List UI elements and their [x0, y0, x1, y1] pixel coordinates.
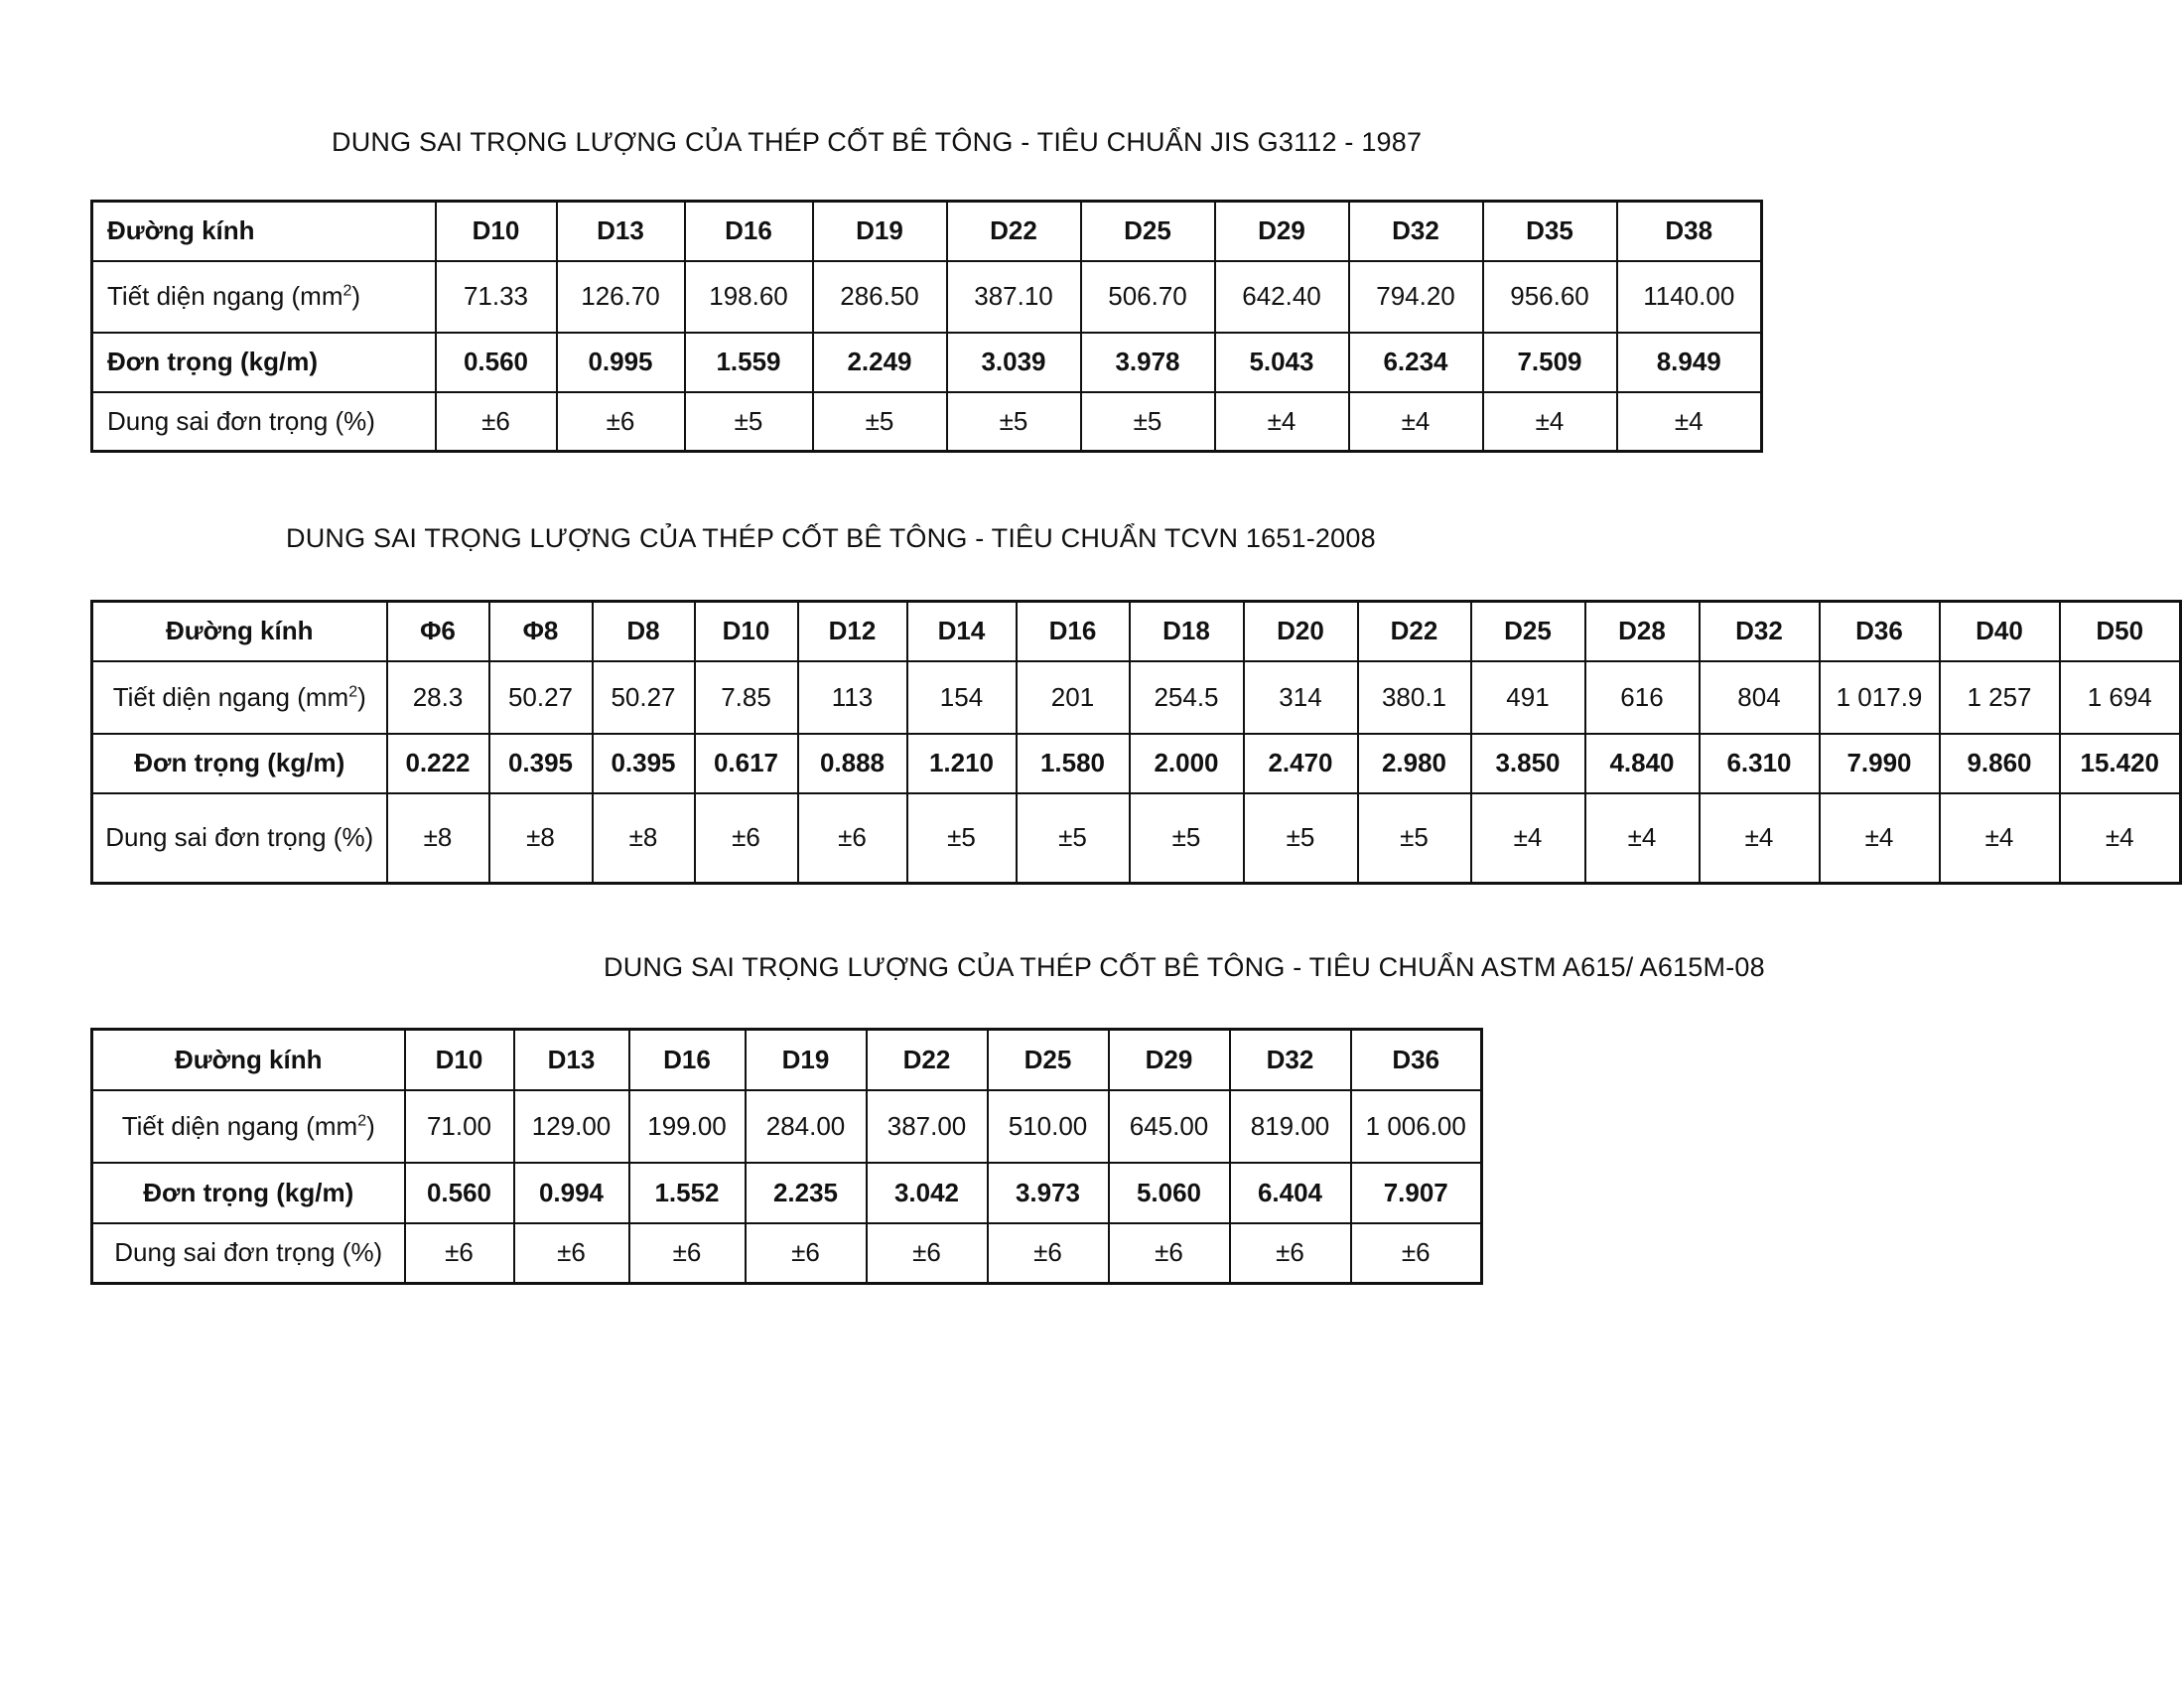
area-label-superscript: 2: [348, 682, 358, 700]
area-label-text: Tiết diện ngang (mm: [112, 681, 349, 712]
column-header: D25: [1081, 202, 1215, 261]
area-cell: 956.60: [1483, 261, 1617, 333]
tolerance-cell: ±8: [593, 793, 695, 884]
area-label-superscript: 2: [357, 1111, 367, 1129]
column-header: D22: [947, 202, 1081, 261]
tolerance-cell: ±4: [1940, 793, 2060, 884]
weight-cell: 3.973: [988, 1163, 1109, 1223]
tolerance-cell: ±8: [387, 793, 489, 884]
tolerance-cell: ±6: [405, 1223, 514, 1284]
area-cell: 1140.00: [1617, 261, 1762, 333]
weight-cell: 2.000: [1130, 734, 1244, 793]
area-cell: 804: [1700, 661, 1820, 734]
area-label-text: Tiết diện ngang (mm: [121, 1110, 358, 1141]
column-header: D14: [907, 602, 1017, 661]
area-cell: 819.00: [1230, 1090, 1351, 1163]
weight-cell: 1.552: [629, 1163, 746, 1223]
tolerance-cell: ±4: [1483, 392, 1617, 452]
column-header: D35: [1483, 202, 1617, 261]
column-header: D19: [813, 202, 947, 261]
area-cell: 1 006.00: [1351, 1090, 1482, 1163]
tolerance-cell: ±6: [746, 1223, 867, 1284]
column-header: Φ6: [387, 602, 489, 661]
tolerance-cell: ±6: [1230, 1223, 1351, 1284]
area-label-suffix: ): [366, 1110, 375, 1141]
tolerance-cell: ±4: [1820, 793, 1940, 884]
weight-cell: 1.559: [685, 333, 813, 392]
column-header: D13: [557, 202, 685, 261]
area-cell: 380.1: [1358, 661, 1471, 734]
row-label-area: [92, 661, 387, 734]
weight-cell: 9.860: [1940, 734, 2060, 793]
tolerance-cell: ±6: [557, 392, 685, 452]
area-cell: 1 257: [1940, 661, 2060, 734]
area-row: [92, 261, 1762, 333]
tolerance-table-astm: [90, 1028, 1483, 1285]
weight-row: [92, 734, 2181, 793]
tolerance-row: [92, 392, 1762, 452]
tolerance-cell: ±4: [1215, 392, 1349, 452]
area-cell: 50.27: [593, 661, 695, 734]
weight-cell: 0.560: [405, 1163, 514, 1223]
row-label-weight: Đơn trọng (kg/m): [92, 734, 387, 793]
weight-cell: 0.617: [695, 734, 798, 793]
tolerance-table-tcvn: [90, 600, 2182, 885]
weight-cell: 2.249: [813, 333, 947, 392]
tolerance-cell: ±5: [1130, 793, 1244, 884]
area-cell: 1 694: [2060, 661, 2181, 734]
weight-cell: 0.888: [798, 734, 907, 793]
weight-cell: 1.580: [1017, 734, 1130, 793]
row-label-tolerance: Dung sai đơn trọng (%): [92, 793, 387, 884]
weight-cell: 5.060: [1109, 1163, 1230, 1223]
tolerance-cell: ±5: [1017, 793, 1130, 884]
tolerance-cell: ±6: [514, 1223, 629, 1284]
area-cell: 71.00: [405, 1090, 514, 1163]
area-label-superscript: 2: [342, 282, 352, 300]
weight-cell: 2.980: [1358, 734, 1471, 793]
column-header: D10: [405, 1030, 514, 1090]
column-header: D36: [1820, 602, 1940, 661]
weight-cell: 3.042: [867, 1163, 988, 1223]
weight-cell: 5.043: [1215, 333, 1349, 392]
area-cell: 616: [1585, 661, 1700, 734]
column-header: D29: [1215, 202, 1349, 261]
tolerance-cell: ±5: [685, 392, 813, 452]
area-cell: 71.33: [436, 261, 557, 333]
weight-cell: 6.310: [1700, 734, 1820, 793]
area-cell: 286.50: [813, 261, 947, 333]
area-cell: 387.10: [947, 261, 1081, 333]
tolerance-row: [92, 793, 2181, 884]
row-label-area: [92, 261, 436, 333]
area-cell: 129.00: [514, 1090, 629, 1163]
area-cell: 794.20: [1349, 261, 1483, 333]
column-header: D19: [746, 1030, 867, 1090]
tolerance-table-jis: [90, 200, 1763, 453]
column-header: D32: [1700, 602, 1820, 661]
area-cell: 387.00: [867, 1090, 988, 1163]
row-label-diameter: Đường kính: [92, 602, 387, 661]
table-title-tcvn: DUNG SAI TRỌNG LƯỢNG CỦA THÉP CỐT BÊ TÔNG - TIÊU CHUẨN TCVN 1651-2008: [286, 523, 1376, 553]
column-header: D10: [695, 602, 798, 661]
row-label-weight: Đơn trọng (kg/m): [92, 333, 436, 392]
column-header: D36: [1351, 1030, 1482, 1090]
area-cell: 1 017.9: [1820, 661, 1940, 734]
column-header: D12: [798, 602, 907, 661]
area-row: [92, 661, 2181, 734]
tolerance-row: [92, 1223, 1482, 1284]
area-cell: 198.60: [685, 261, 813, 333]
row-label-area: [92, 1090, 405, 1163]
row-label-diameter: Đường kính: [92, 1030, 405, 1090]
tolerance-cell: ±6: [436, 392, 557, 452]
tolerance-cell: ±4: [1617, 392, 1762, 452]
tolerance-cell: ±4: [1585, 793, 1700, 884]
weight-cell: 0.222: [387, 734, 489, 793]
weight-cell: 7.509: [1483, 333, 1617, 392]
tolerance-cell: ±5: [1358, 793, 1471, 884]
area-cell: 201: [1017, 661, 1130, 734]
tolerance-cell: ±6: [988, 1223, 1109, 1284]
area-label-text: Tiết diện ngang (mm: [107, 281, 343, 311]
area-cell: 113: [798, 661, 907, 734]
weight-cell: 0.994: [514, 1163, 629, 1223]
column-header: D50: [2060, 602, 2181, 661]
weight-cell: 0.395: [593, 734, 695, 793]
tolerance-cell: ±4: [1349, 392, 1483, 452]
weight-cell: 7.990: [1820, 734, 1940, 793]
area-cell: 126.70: [557, 261, 685, 333]
area-cell: 254.5: [1130, 661, 1244, 734]
area-cell: 50.27: [489, 661, 593, 734]
column-header: D16: [629, 1030, 746, 1090]
tolerance-cell: ±5: [907, 793, 1017, 884]
weight-cell: 4.840: [1585, 734, 1700, 793]
weight-cell: 2.470: [1244, 734, 1358, 793]
header-row: [92, 202, 1762, 261]
row-label-weight: Đơn trọng (kg/m): [92, 1163, 405, 1223]
tolerance-cell: ±6: [1351, 1223, 1482, 1284]
tolerance-cell: ±6: [798, 793, 907, 884]
area-cell: 506.70: [1081, 261, 1215, 333]
tolerance-cell: ±8: [489, 793, 593, 884]
weight-cell: 15.420: [2060, 734, 2181, 793]
row-label-diameter: Đường kính: [92, 202, 436, 261]
column-header: D25: [988, 1030, 1109, 1090]
weight-row: [92, 1163, 1482, 1223]
tolerance-cell: ±4: [1700, 793, 1820, 884]
tolerance-cell: ±6: [1109, 1223, 1230, 1284]
tolerance-cell: ±5: [1081, 392, 1215, 452]
area-label-suffix: ): [357, 681, 366, 712]
area-cell: 284.00: [746, 1090, 867, 1163]
weight-cell: 1.210: [907, 734, 1017, 793]
column-header: D38: [1617, 202, 1762, 261]
area-cell: 510.00: [988, 1090, 1109, 1163]
column-header: D13: [514, 1030, 629, 1090]
area-cell: 199.00: [629, 1090, 746, 1163]
header-row: [92, 602, 2181, 661]
weight-cell: 3.978: [1081, 333, 1215, 392]
weight-cell: 0.560: [436, 333, 557, 392]
area-cell: 7.85: [695, 661, 798, 734]
weight-cell: 3.039: [947, 333, 1081, 392]
column-header: D40: [1940, 602, 2060, 661]
weight-cell: 0.395: [489, 734, 593, 793]
column-header: Φ8: [489, 602, 593, 661]
row-label-tolerance: Dung sai đơn trọng (%): [92, 392, 436, 452]
tolerance-cell: ±4: [1471, 793, 1585, 884]
weight-cell: 8.949: [1617, 333, 1762, 392]
column-header: D29: [1109, 1030, 1230, 1090]
area-label-suffix: ): [351, 281, 361, 311]
column-header: D18: [1130, 602, 1244, 661]
table-title-astm: DUNG SAI TRỌNG LƯỢNG CỦA THÉP CỐT BÊ TÔNG - TIÊU CHUẨN ASTM A615/ A615M-08: [604, 952, 1765, 982]
weight-cell: 6.404: [1230, 1163, 1351, 1223]
area-cell: 154: [907, 661, 1017, 734]
column-header: D22: [867, 1030, 988, 1090]
tolerance-cell: ±6: [867, 1223, 988, 1284]
tolerance-cell: ±5: [947, 392, 1081, 452]
weight-cell: 7.907: [1351, 1163, 1482, 1223]
tolerance-cell: ±5: [1244, 793, 1358, 884]
area-row: [92, 1090, 1482, 1163]
area-cell: 642.40: [1215, 261, 1349, 333]
area-cell: 491: [1471, 661, 1585, 734]
tolerance-cell: ±6: [695, 793, 798, 884]
tolerance-cell: ±4: [2060, 793, 2181, 884]
area-cell: 314: [1244, 661, 1358, 734]
tolerance-cell: ±5: [813, 392, 947, 452]
area-cell: 645.00: [1109, 1090, 1230, 1163]
column-header: D10: [436, 202, 557, 261]
column-header: D8: [593, 602, 695, 661]
column-header: D28: [1585, 602, 1700, 661]
header-row: [92, 1030, 1482, 1090]
tolerance-cell: ±6: [629, 1223, 746, 1284]
column-header: D22: [1358, 602, 1471, 661]
area-cell: 28.3: [387, 661, 489, 734]
weight-cell: 0.995: [557, 333, 685, 392]
row-label-tolerance: Dung sai đơn trọng (%): [92, 1223, 405, 1284]
table-title-jis: DUNG SAI TRỌNG LƯỢNG CỦA THÉP CỐT BÊ TÔNG - TIÊU CHUẨN JIS G3112 - 1987: [332, 127, 1423, 157]
weight-cell: 2.235: [746, 1163, 867, 1223]
weight-row: [92, 333, 1762, 392]
weight-cell: 3.850: [1471, 734, 1585, 793]
column-header: D16: [685, 202, 813, 261]
column-header: D16: [1017, 602, 1130, 661]
column-header: D32: [1230, 1030, 1351, 1090]
column-header: D32: [1349, 202, 1483, 261]
weight-cell: 6.234: [1349, 333, 1483, 392]
column-header: D25: [1471, 602, 1585, 661]
column-header: D20: [1244, 602, 1358, 661]
